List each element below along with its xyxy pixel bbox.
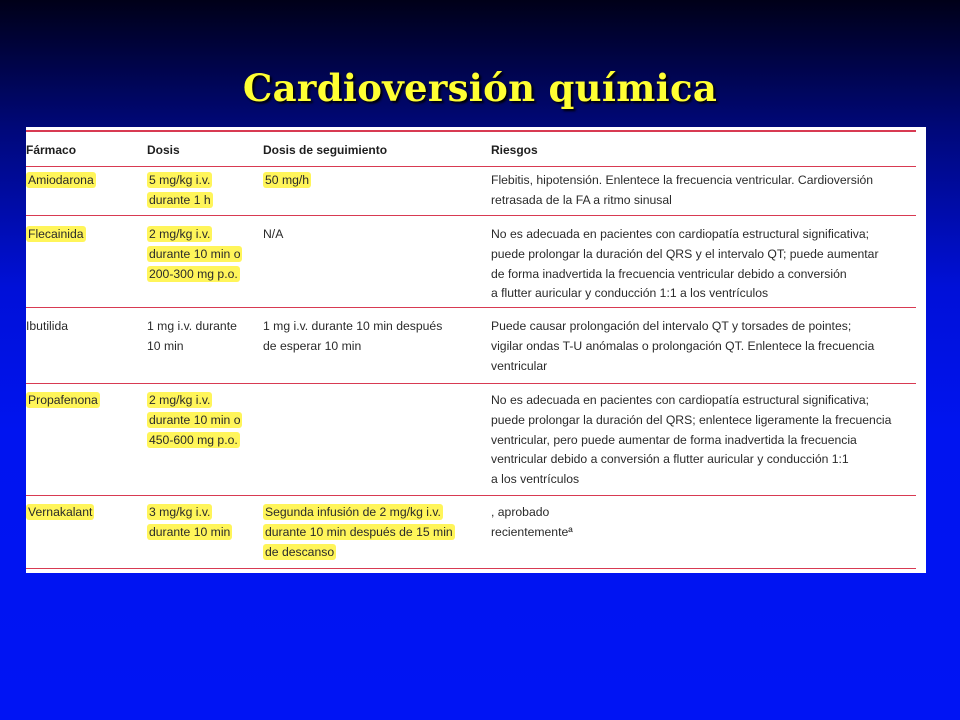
table-row-propafenona-drug — [26, 391, 100, 411]
dose-line: 200-300 mg p.o. — [149, 266, 238, 281]
risk-line: puede prolongar la duración del QRS y el intervalo QT; puede aumentar — [491, 246, 879, 261]
dose-line: 450-600 mg p.o. — [149, 432, 238, 447]
risk-line: puede prolongar la duración del QRS; enlentece ligeramente la frecuencia — [491, 412, 892, 427]
table-row-flecainida-dose — [147, 225, 242, 284]
dose-line: 2 mg/kg i.v. — [149, 393, 211, 407]
header-drug: Fármaco — [26, 143, 77, 157]
header-risks: Riesgos — [491, 143, 538, 157]
dose-line: durante 10 min — [149, 524, 231, 539]
risk-line: No es adecuada en pacientes con cardiopatía estructural significativa; — [491, 393, 870, 407]
followup-line: Segunda infusión de 2 mg/kg i.v. — [265, 505, 441, 519]
row-rule — [26, 495, 916, 496]
row-rule — [26, 383, 916, 384]
table-row-ibutilida-followup — [263, 317, 442, 357]
table-row-flecainida-followup — [263, 225, 283, 245]
row-rule — [26, 307, 916, 308]
drug-name: Amiodarona — [28, 173, 94, 187]
followup-line: de descanso — [265, 544, 335, 559]
followup-line: 50 mg/h — [265, 173, 310, 187]
dose-line: 2 mg/kg i.v. — [149, 227, 211, 241]
risk-line: recientementeª — [491, 524, 573, 539]
risk-line: , aprobado — [491, 505, 550, 520]
header-dose: Dosis — [147, 143, 180, 157]
table-row-flecainida-risks — [491, 225, 879, 304]
risk-line: de forma inadvertida la frecuencia ventricular debido a conversión — [491, 266, 847, 281]
table-row-propafenona-risks — [491, 391, 891, 490]
row-rule — [26, 215, 916, 216]
header-followup: Dosis de seguimiento — [263, 143, 388, 157]
slide-title: Cardioversión química — [242, 66, 718, 110]
drug-name: Vernakalant — [28, 505, 93, 519]
followup-line: 1 mg i.v. durante 10 min después — [263, 319, 443, 333]
table-row-ibutilida-drug — [26, 317, 68, 337]
dose-line: durante 10 min o — [149, 412, 241, 427]
risk-line: a flutter auricular y conducción 1:1 a los ventrículos — [491, 286, 769, 301]
dose-line: durante 10 min o — [149, 246, 241, 261]
dose-line: 1 mg i.v. durante — [147, 319, 237, 333]
dose-line: 3 mg/kg i.v. — [149, 505, 211, 519]
risk-line: vigilar ondas T-U anómalas o prolongación QT. Enlentece la frecuencia — [491, 338, 875, 353]
risk-line: ventricular debido a conversión a flutter auricular y conducción 1:1 — [491, 452, 849, 467]
drug-name: Ibutilida — [26, 319, 69, 333]
table-row-vernakalant-followup — [263, 503, 455, 562]
risk-line: Flebitis, hipotensión. Enlentece la frecuencia ventricular. Cardioversión — [491, 173, 874, 187]
table-row-amiodarona-followup — [263, 171, 311, 191]
drug-name: Propafenona — [28, 393, 98, 407]
table-bottom-rule — [26, 568, 916, 569]
risk-line: retrasada de la FA a ritmo sinusal — [491, 192, 672, 207]
risk-line: ventricular, pero puede aumentar de forma inadvertida la frecuencia — [491, 432, 857, 447]
table-row-amiodarona-risks — [491, 171, 873, 211]
table-row-vernakalant-drug — [26, 503, 94, 523]
drug-name: Flecainida — [28, 227, 84, 241]
dose-line: durante 1 h — [149, 192, 211, 207]
dose-line: 5 mg/kg i.v. — [149, 173, 211, 187]
risk-line: Puede causar prolongación del intervalo QT y torsades de pointes; — [491, 319, 852, 333]
risk-line: ventricular — [491, 358, 548, 373]
table-row-ibutilida-dose — [147, 317, 237, 357]
followup-line: durante 10 min después de 15 min — [265, 524, 453, 539]
risk-line: No es adecuada en pacientes con cardiopatía estructural significativa; — [491, 227, 870, 241]
dose-line: 10 min — [147, 338, 184, 353]
table-row-amiodarona-drug — [26, 171, 96, 191]
table-row-flecainida-drug — [26, 225, 86, 245]
table-row-amiodarona-dose — [147, 171, 213, 211]
followup-line: de esperar 10 min — [263, 338, 362, 353]
followup-line: N/A — [263, 227, 284, 241]
table-row-vernakalant-risks — [491, 503, 573, 543]
risk-line: a los ventrículos — [491, 472, 580, 487]
header-rule — [26, 166, 916, 167]
drug-table — [26, 127, 926, 573]
table-row-propafenona-dose — [147, 391, 242, 450]
table-row-vernakalant-dose — [147, 503, 232, 543]
table-row-ibutilida-risks — [491, 317, 874, 376]
table-top-rule — [26, 130, 916, 132]
